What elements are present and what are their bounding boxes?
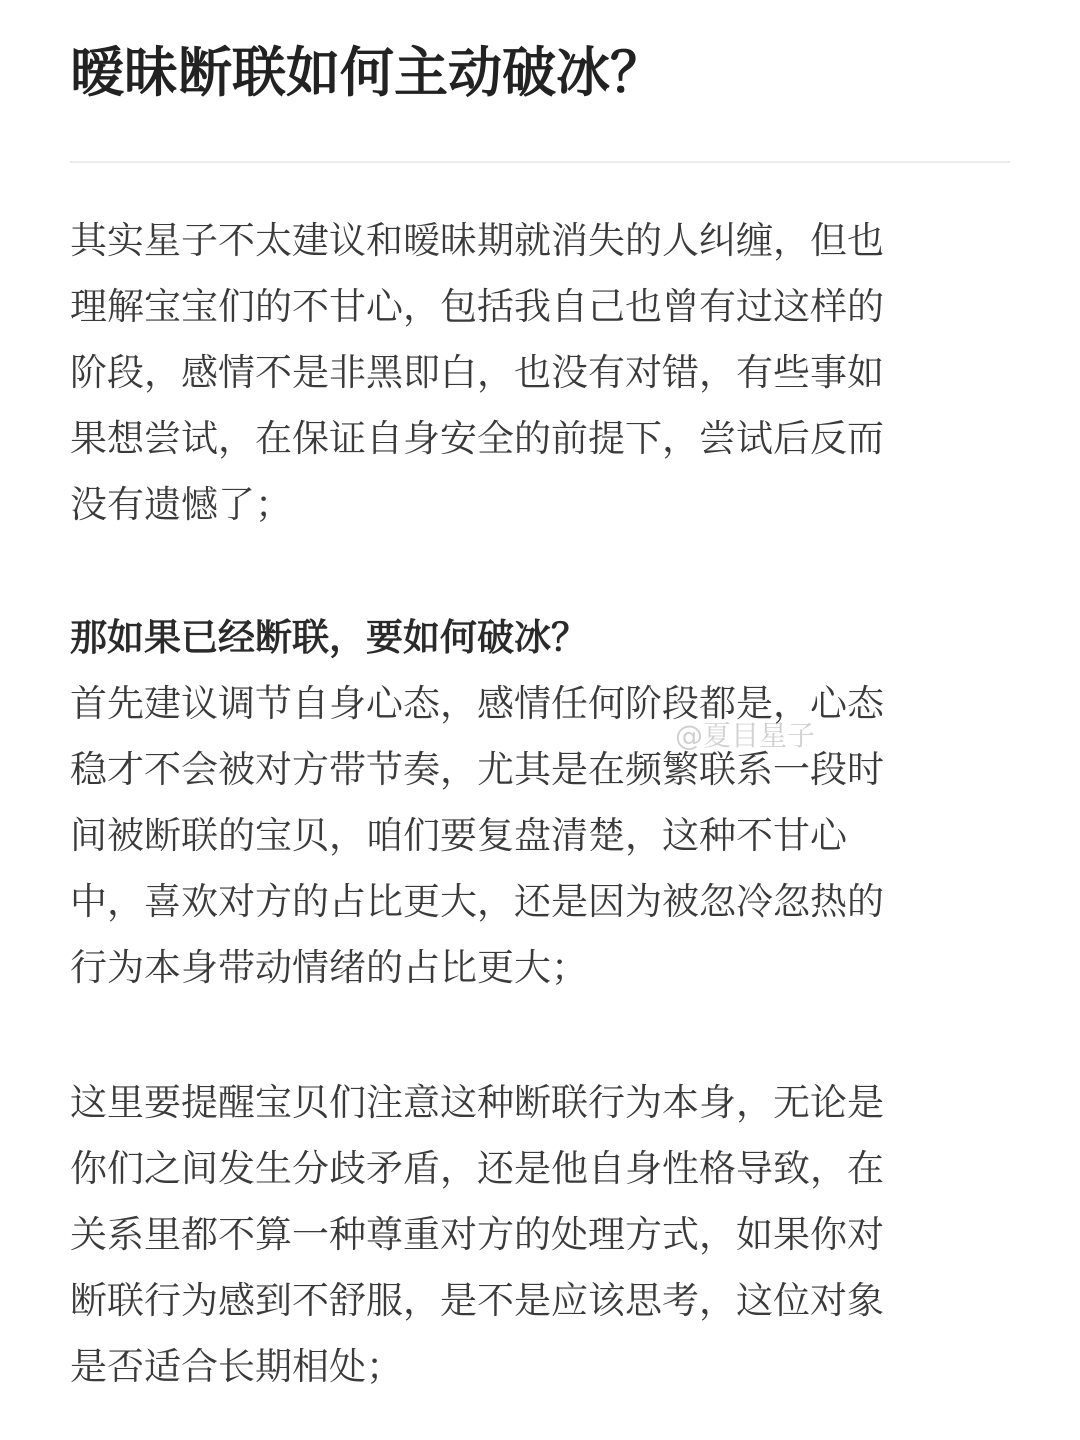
paragraph-intro — [70, 208, 990, 538]
paragraph-line: 果想尝试，在保证自身安全的前提下，尝试后反而 — [70, 417, 884, 460]
paragraph-advice — [70, 671, 990, 1001]
article — [70, 0, 1010, 1440]
paragraph-line: 阶段，感情不是非黑即白，也没有对错，有些事如 — [70, 351, 884, 394]
paragraph-line: 这里要提醒宝贝们注意这种断联行为本身，无论是 — [70, 1081, 884, 1124]
paragraph-line: 理解宝宝们的不甘心，包括我自己也曾有过这样的 — [70, 285, 884, 328]
paragraph-line: 关系里都不算一种尊重对方的处理方式，如果你对 — [70, 1213, 884, 1256]
paragraph-line: 稳才不会被对方带节奏，尤其是在频繁联系一段时 — [70, 748, 884, 791]
article-title: 暧昧断联如何主动破冰？ — [70, 41, 664, 104]
paragraph-line: 间被断联的宝贝，咱们要复盘清楚，这种不甘心 — [70, 814, 847, 857]
paragraph-line: 是否适合长期相处； — [70, 1345, 403, 1388]
title-divider — [70, 161, 1010, 163]
paragraph-line: 其实星子不太建议和暧昧期就消失的人纠缠，但也 — [70, 219, 884, 262]
paragraph-line: 断联行为感到不舒服，是不是应该思考，这位对象 — [70, 1279, 884, 1322]
paragraph-line: 首先建议调节自身心态，感情任何阶段都是，心态 — [70, 682, 884, 725]
author-watermark: @夏目星子 — [675, 719, 816, 752]
paragraph-line: 行为本身带动情绪的占比更大； — [70, 946, 588, 989]
paragraph-line: 没有遗憾了； — [70, 483, 292, 526]
section-heading: 那如果已经断联，要如何破冰？ — [70, 616, 588, 659]
paragraph-reminder — [70, 1070, 990, 1400]
paragraph-line: 中，喜欢对方的占比更大，还是因为被忽冷忽热的 — [70, 880, 884, 923]
paragraph-line: 你们之间发生分歧矛盾，还是他自身性格导致，在 — [70, 1147, 884, 1190]
